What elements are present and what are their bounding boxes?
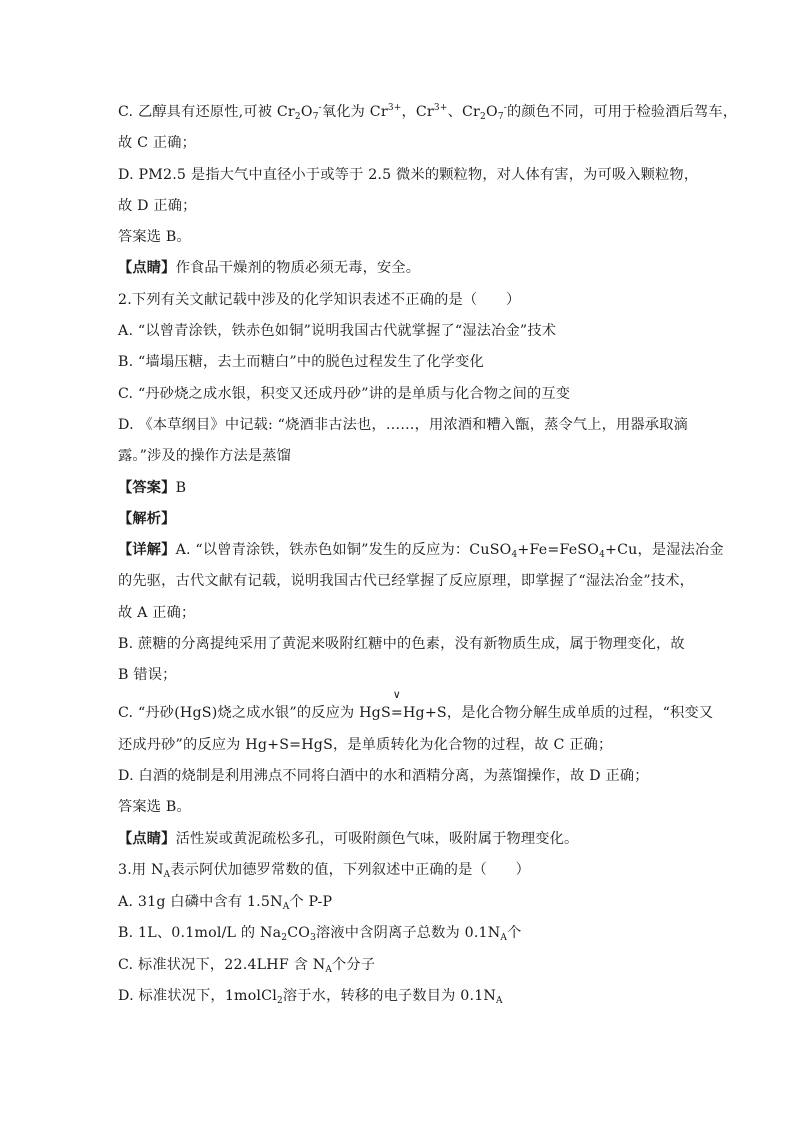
q3-option-a: A. 31g 白磷中含有 $1.5N_A$个 P-P xyxy=(118,894,333,912)
q2-answer xyxy=(118,478,186,498)
q3-option-c: C. 标准状况下，22.4LHF 含 $N_A$个分子 xyxy=(118,957,376,975)
q2-detail-c-line1: C. “丹砂(HgS)烧之成水银”的反应为 HgS ∨ =Hg+S，是化合物分解生成单质的过程，“积变又 xyxy=(118,688,714,721)
answer-value: B xyxy=(175,480,187,496)
tip-label: 【点睛】 xyxy=(118,260,176,276)
tip-label: 【点睛】 xyxy=(118,831,176,847)
q2-tip: 【点睛】活性炭或黄泥疏松多孔，可吸附颜色气味，吸附属于物理变化。 xyxy=(118,831,579,847)
q2-detail-b-line2: B 错误； xyxy=(118,667,177,683)
q3-stem: 3.用 $N_A$表示阿伏加德罗常数的值，下列叙述中正确的是（ ） xyxy=(118,862,531,880)
q3-option-b: B. 1L、0.1mol/L 的 $Na_2CO_3$溶液中含阴离子总数为 $0.1N_A$个 xyxy=(118,925,522,943)
q2-detail-b-line1: B. 蔗糖的分离提纯采用了黄泥来吸附红糖中的色素，没有新物质生成，属于物理变化，故 xyxy=(118,636,685,652)
q2-option-a: A. “以曾青涂铁，铁赤色如铜”说明我国古代就掌握了“湿法冶金”技术 xyxy=(118,323,557,339)
q1-option-c-conclusion: 故 C 正确； xyxy=(118,135,197,151)
q2-option-d-line2: 露。”涉及的操作方法是蒸馏 xyxy=(118,448,292,464)
q2-answer-select: 答案选 B。 xyxy=(118,799,191,815)
q2-option-c: C. “丹砂烧之成水银，积变又还成丹砂”讲的是单质与化合物之间的互变 xyxy=(118,386,571,402)
q2-detail-a-line2: 的先驱，古代文献有记载，说明我国古代已经掌握了反应原理，即掌握了“湿法冶金”技术， xyxy=(118,573,695,589)
heating-mark: ∨ xyxy=(392,688,402,701)
q1-option-d-conclusion: 故 D 正确； xyxy=(118,198,197,214)
q2-detail-d: D. 白酒的烧制是利用沸点不同将白酒中的水和酒精分离，为蒸馏操作，故 D 正确； xyxy=(118,768,649,784)
q2-detail-a-line3: 故 A 正确； xyxy=(118,605,196,621)
q3-option-d: D. 标准状况下，1molCl$_2$溶于水，转移的电子数目为 $0.1N_A$ xyxy=(118,988,503,1006)
q2-detail-a-line1: 【详解】A. “以曾青涂铁，铁赤色如铜”发生的反应为：CuSO$_4$+Fe=FeSO$_4$+Cu，是湿法冶金 xyxy=(118,542,724,560)
q1-option-d-explanation: D. PM2.5 是指大气中直径小于或等于 2.5 微米的颗粒物，对人体有害，为可吸入颗粒物， xyxy=(118,167,699,183)
q2-stem: 2.下列有关文献记载中涉及的化学知识表述不正确的是（ ） xyxy=(118,292,521,308)
answer-label: 【答案】 xyxy=(118,480,176,496)
detail-label: 【详解】 xyxy=(118,542,176,558)
q1-answer-select: 答案选 B。 xyxy=(118,229,191,245)
heating-equals-sign: ∨ = xyxy=(390,688,403,721)
q1-option-c-explanation: C. 乙醇具有还原性,可被 $Cr_2O_7^-$氧化为 $Cr^{3+}$，$Cr^{3+}$、$Cr_2O_7^-$的颜色不同，可用于检验酒后驾车， xyxy=(118,103,738,122)
q1-tip: 【点睛】作食品干燥剂的物质必须无毒，安全。 xyxy=(118,260,421,276)
q2-analysis-label: 【解析】 xyxy=(118,511,176,527)
q2-detail-c-line2: 还成丹砂”的反应为 Hg+S=HgS，是单质转化为化合物的过程，故 C 正确； xyxy=(118,737,613,753)
q2-option-d-line1: D. 《本草纲目》中记载: “烧酒非古法也，……，用浓酒和糟入甑，蒸令气上，用器承取滴 xyxy=(118,417,688,433)
q2-option-b: B. “墙塌压糖，去土而糖白”中的脱色过程发生了化学变化 xyxy=(118,354,484,370)
